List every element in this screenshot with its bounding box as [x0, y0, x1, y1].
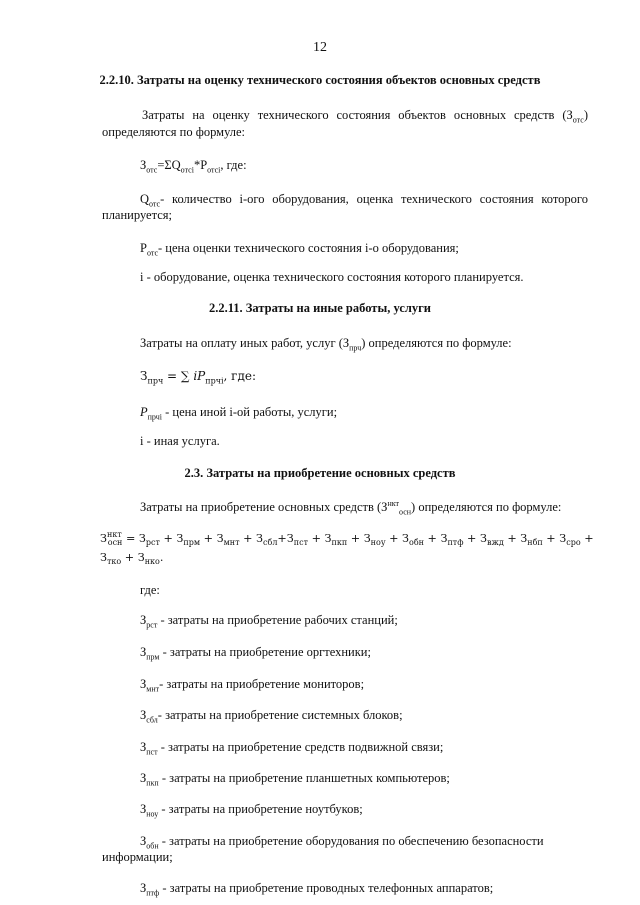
formula-term: З [520, 532, 528, 545]
definition-p-prch: $P_{прчi}$ - цена иной i-ой работы, услуги; [140, 405, 338, 422]
formula-term: З [256, 532, 264, 545]
definition-z-obn: $З_{обн}$ - затраты на приобретение оборудования по обеспечению безопасности [140, 834, 544, 851]
sec-2-3-intro: Затраты на приобретение основных средств $(З^{нкт}_{осн})$ определяются по формуле: [140, 498, 562, 517]
formula-term: З [559, 532, 567, 545]
section-title-2-3: 2.3. Затраты на приобретение основных средств [184, 466, 456, 480]
definition-z-obn-line2: информации; [102, 850, 173, 864]
definition-z-sbl: $З_{сбл}-$ затраты на приобретение системных блоков; [140, 708, 403, 725]
formula-term: З [324, 532, 332, 545]
definition-z-ptf: $З_{птф}$ - затраты на приобретение проводных телефонных аппаратов; [140, 881, 494, 898]
section-title-2-2-10: 2.2.10. Затраты на оценку технического состояния объектов основных средств [99, 73, 541, 87]
formula-term: З [138, 532, 146, 545]
definition-i-ots: i - оборудование, оценка технического состояния которого планируется. [140, 270, 524, 284]
definition-i-prch: i - иная услуга. [140, 434, 220, 448]
definition-q-line1: $Q_{отс}-$ количество i-ого оборудования, оценка технического состояния которого [140, 192, 588, 209]
formula-term: З [100, 551, 107, 564]
definition-p-ots: $P_{отс}-$ цена оценки технического состояния i-о оборудования; [140, 241, 459, 258]
section-title-2-2-11: 2.2.11. Затраты на иные работы, услуги [208, 301, 432, 315]
definition-z-mnt: $З_{мнт}-$ затраты на приобретение мониторов; [140, 677, 365, 694]
formula-zosn-line2: $З_{тко} + З_{нко}$. [100, 551, 164, 567]
formula-zots: $З_{отс}=\Sigma Q_{отсi}*P_{отсi}$, где: [140, 158, 247, 175]
definition-z-rst: $З_{рст}$ - затраты на приобретение рабочих станций; [140, 613, 398, 630]
sec-2-2-11-intro: Затраты на оплату иных работ, услуг $(З_{прч})$ определяются по формуле: [140, 336, 512, 353]
formula-term: З [137, 551, 145, 564]
formula-term: З [216, 532, 224, 545]
definition-q-line2: планируется; [102, 208, 172, 222]
sec-2-2-10-intro-line2: определяются по формуле: [102, 125, 246, 139]
formula-term: З [286, 532, 294, 545]
sec-2-2-10-intro-line1: Затраты на оценку технического состояния объектов основных средств $(З_{отс})$ [142, 108, 588, 125]
definition-z-pst: $З_{пст}$ - затраты на приобретение средств подвижной связи; [140, 740, 444, 757]
formula-term: З [100, 532, 107, 545]
definition-z-prm: $З_{прм}$ - затраты на приобретение оргтехники; [140, 645, 371, 662]
definition-z-nou: $З_{ноу}$ - затраты на приобретение ноутбуков; [140, 802, 363, 819]
formula-term: З [440, 532, 448, 545]
formula-term: З [480, 532, 487, 545]
formula-term: З [402, 532, 410, 545]
page-number: 12 [313, 40, 327, 55]
formula-zosn-line1: $З^{нкт}_{осн} = З_{рст} + З_{прм} + З_{мнт} + З_{сбл}+З_{пст} + З_{пкп} + З_{ноу} + З_{обн} + З_{птф} + З_{вжд} + З_{нбп} + З_{сро}$ + [100, 530, 594, 548]
formula-zprch: $З_{прч}$ = ∑ $iP_{прчi}$, где: [140, 369, 256, 386]
definition-z-pkp: $З_{пкп}$ - затраты на приобретение планшетных компьютеров; [140, 771, 450, 788]
where-label: где: [140, 583, 160, 597]
formula-term: З [363, 532, 371, 545]
formula-term: З [176, 532, 184, 545]
